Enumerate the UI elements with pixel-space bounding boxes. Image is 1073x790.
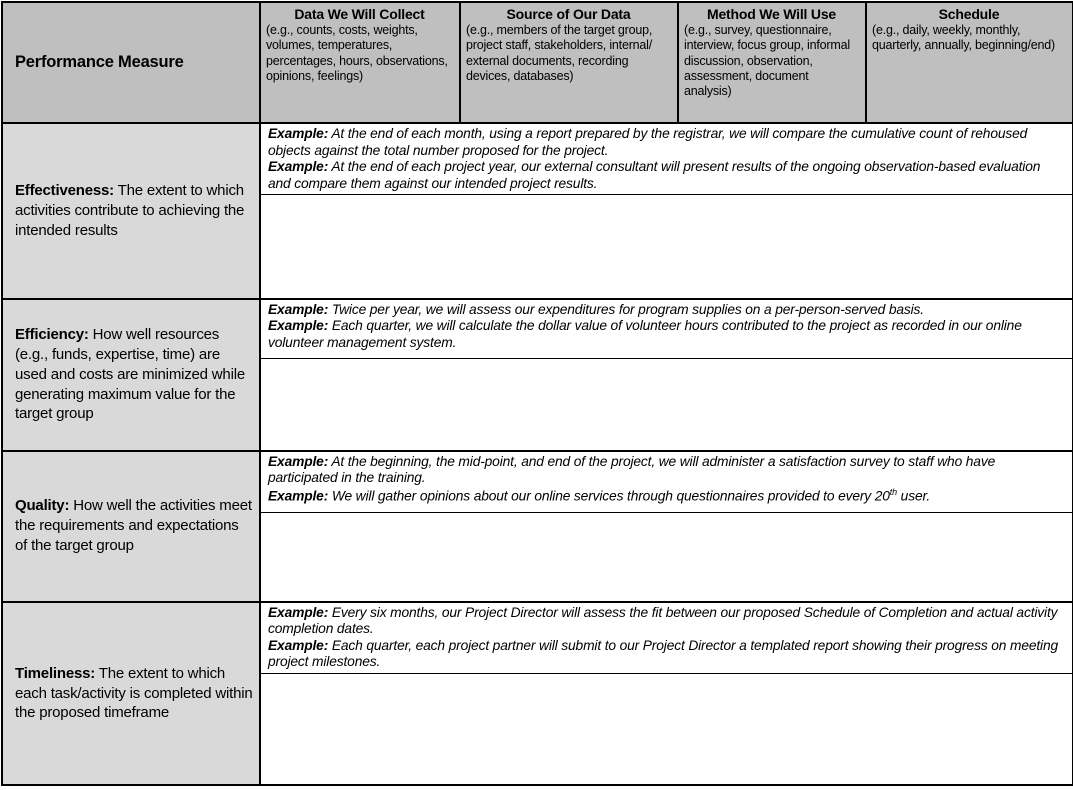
example-text: Example: Every six months, our Project Director will assess the fit between our proposed Schedule of Completion and actual activity completion dates. xyxy=(268,604,1058,637)
row-label-timeliness xyxy=(2,602,260,786)
example-text: Example: At the beginning, the mid-point, and end of the project, we will administer a satisfaction survey to staff who have participated in the training. xyxy=(268,453,996,486)
table-row-efficiency xyxy=(2,299,1073,359)
example-text: Example: Each quarter, each project partner will submit to our Project Director a templated report showing their progress on meeting project milestones. xyxy=(268,637,1059,670)
example-cell-effectiveness xyxy=(260,123,1073,195)
performance-measure-table xyxy=(1,1,1073,786)
column-title: Source of Our Data xyxy=(506,6,631,22)
entry-cell-quality xyxy=(260,513,1073,602)
row-term: Quality: xyxy=(15,497,70,515)
example-cell-timeliness xyxy=(260,602,1073,674)
header-cell-schedule xyxy=(866,2,1073,123)
column-hint: (e.g., counts, costs, weights, volumes, temperatures, percentages, hours, observations, opinions, feelings) xyxy=(266,23,448,83)
entry-cell-effectiveness xyxy=(260,195,1073,299)
entry-cell-efficiency xyxy=(260,359,1073,451)
example-text: Example: We will gather opinions about our online services through questionnaires provided to every 20th user. xyxy=(268,486,931,504)
example-cell-quality xyxy=(260,451,1073,513)
row-term: Timeliness: xyxy=(15,664,96,682)
example-text: Example: At the end of each month, using a report prepared by the registrar, we will compare the cumulative count of rehoused objects against the total number proposed for the project. xyxy=(268,126,1028,158)
table-row-timeliness xyxy=(2,602,1073,674)
column-hint: (e.g., survey, questionnaire, interview, focus group, informal discussion, observation, assessment, document analysis) xyxy=(684,23,850,98)
row-term: Efficiency: xyxy=(15,326,89,344)
example-text: Example: At the end of each project year, our external consultant will present results of the ongoing observation-based evaluation and compare them against our intended project results. xyxy=(268,159,1041,191)
row-label-efficiency xyxy=(2,299,260,451)
header-cell-performance-measure xyxy=(2,2,260,123)
header-cell-source-of-our-data xyxy=(460,2,678,123)
header-cell-data-we-will-collect xyxy=(260,2,460,123)
table-header-row xyxy=(2,2,1073,123)
column-hint: (e.g., daily, weekly, monthly, quarterly, annually, beginning/end) xyxy=(872,23,1055,53)
column-title: Schedule xyxy=(938,6,1000,22)
example-text: Example: Each quarter, we will calculate the dollar value of volunteer hours contributed to the project as recorded in our online volunteer management system. xyxy=(268,318,1022,350)
example-cell-efficiency xyxy=(260,299,1073,359)
row-label-effectiveness xyxy=(2,123,260,299)
row-description: The extent to which each task/activity is completed within the proposed timeframe xyxy=(15,664,253,722)
entry-cell-timeliness xyxy=(260,673,1073,785)
performance-measure-title: Performance Measure xyxy=(15,53,184,71)
table-row-effectiveness xyxy=(2,123,1073,195)
row-description: How well resources (e.g., funds, expertise, time) are used and costs are minimized while generating maximum value for the target group xyxy=(15,326,245,423)
example-text: Example: Twice per year, we will assess our expenditures for program supplies on a per-person-served basis. xyxy=(268,301,924,317)
column-title: Data We Will Collect xyxy=(294,6,425,22)
row-description: The extent to which activities contribute to achieving the intended results xyxy=(15,182,245,239)
row-description: How well the activities meet the requirements and expectations of the target group xyxy=(15,497,252,555)
row-label-quality xyxy=(2,451,260,602)
column-hint: (e.g., members of the target group, project staff, stakeholders, internal/ external documents, recording devices, databases) xyxy=(466,23,653,83)
column-title: Method We Will Use xyxy=(706,6,837,22)
header-cell-method-we-will-use xyxy=(678,2,866,123)
row-term: Effectiveness: xyxy=(15,182,114,200)
table-row-quality xyxy=(2,451,1073,513)
